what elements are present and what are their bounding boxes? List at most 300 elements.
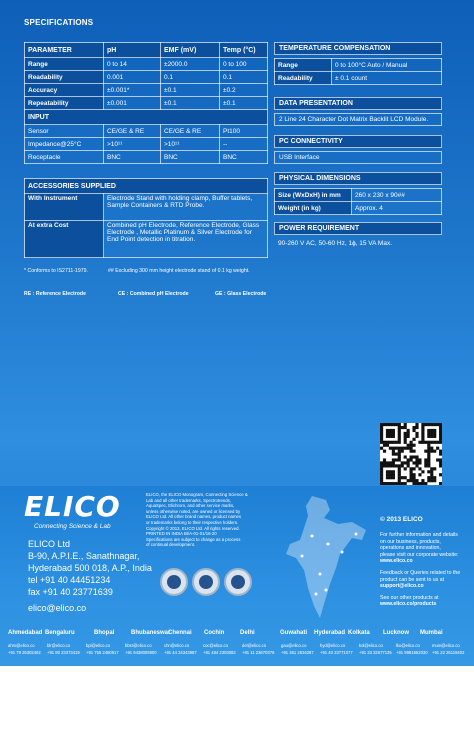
qr-module bbox=[386, 476, 389, 479]
city-name: Guwahati bbox=[280, 630, 308, 636]
legal-line: Lab and all other trademarks, Spectrotrends, bbox=[146, 497, 232, 503]
qr-module bbox=[401, 450, 404, 453]
temperature-compensation-table bbox=[274, 58, 442, 85]
table-row bbox=[275, 59, 442, 72]
qr-module bbox=[398, 467, 401, 470]
table-row bbox=[25, 221, 268, 258]
qr-module bbox=[430, 467, 433, 470]
legal-line: ELICO, the ELICO Monogram, Connecting Science & bbox=[146, 492, 248, 497]
qr-module bbox=[430, 441, 433, 444]
table-row bbox=[25, 138, 268, 151]
qr-module bbox=[386, 482, 389, 485]
qr-module bbox=[427, 464, 430, 467]
city-marker bbox=[341, 551, 344, 554]
qr-module bbox=[433, 441, 436, 444]
qr-module bbox=[392, 423, 395, 426]
qr-module bbox=[412, 450, 415, 453]
qr-module bbox=[398, 432, 401, 435]
cell: Combined pH Electrode, Reference Electrode, Glass Electrode , Metallic Platinum & Silver Electrode for End Point detection in titration. bbox=[104, 221, 268, 258]
qr-module bbox=[380, 470, 383, 473]
qr-module bbox=[407, 458, 410, 461]
qr-module bbox=[398, 476, 401, 479]
parameter-table bbox=[24, 42, 268, 164]
table-row bbox=[275, 189, 442, 202]
row-label: Weight (in kg) bbox=[275, 202, 352, 215]
qr-module bbox=[421, 432, 424, 435]
qr-module bbox=[389, 432, 392, 435]
qr-module bbox=[427, 447, 430, 450]
qr-module bbox=[427, 441, 430, 444]
qr-module bbox=[404, 476, 407, 479]
india-map-graphic bbox=[282, 494, 368, 622]
note-conforms: * Conforms to IS2711-1979. bbox=[24, 268, 88, 274]
products-link[interactable]: www.elico.co/products bbox=[380, 601, 437, 608]
cell: BNC bbox=[161, 151, 220, 164]
qr-module bbox=[392, 473, 395, 476]
qr-module bbox=[398, 453, 401, 456]
qr-module bbox=[401, 447, 404, 450]
city-name: Lucknow bbox=[383, 630, 410, 636]
qr-module bbox=[439, 426, 442, 429]
qr-module bbox=[412, 438, 415, 441]
city-phone: +91 79 26302402 bbox=[8, 650, 41, 655]
qr-module bbox=[433, 479, 436, 482]
legal-line: AquaSpec, Elichrom, and other service marks, bbox=[146, 503, 235, 509]
qr-module bbox=[389, 482, 392, 485]
qr-module bbox=[415, 432, 418, 435]
cell: BNC bbox=[220, 151, 268, 164]
qr-module bbox=[433, 435, 436, 438]
qr-module bbox=[430, 476, 433, 479]
copyright: © 2013 ELICO bbox=[380, 516, 423, 523]
qr-module bbox=[386, 470, 389, 473]
qr-module bbox=[392, 476, 395, 479]
qr-module bbox=[389, 429, 392, 432]
table-row bbox=[275, 202, 442, 215]
data-presentation-text: 2 Line 24 Character Dot Matrix Backlit LCD Module. bbox=[274, 113, 442, 126]
qr-module bbox=[386, 429, 389, 432]
qr-module bbox=[418, 441, 421, 444]
cell: ±0.1 bbox=[161, 97, 220, 110]
city-email: gau@elico.co bbox=[281, 643, 307, 648]
qr-module bbox=[404, 432, 407, 435]
qr-module bbox=[415, 461, 418, 464]
qr-module bbox=[395, 482, 398, 485]
legal-line: Copyright © 2013, ELICO Ltd. All rights reserved. bbox=[146, 525, 240, 531]
qr-module bbox=[407, 435, 410, 438]
website-info bbox=[380, 532, 470, 608]
qr-module bbox=[395, 464, 398, 467]
qr-module bbox=[404, 438, 407, 441]
qr-module bbox=[415, 435, 418, 438]
qr-module bbox=[410, 467, 413, 470]
row-label: Readability bbox=[25, 71, 104, 84]
accessories-header-row bbox=[25, 179, 268, 194]
qr-module bbox=[380, 435, 383, 438]
city-name: Bhopal bbox=[94, 630, 115, 636]
qr-module bbox=[427, 435, 430, 438]
row-label: Sensor bbox=[25, 125, 104, 138]
qr-module bbox=[424, 461, 427, 464]
qr-module bbox=[401, 464, 404, 467]
city-name: Chennai bbox=[168, 630, 192, 636]
qr-module bbox=[407, 447, 410, 450]
qr-module bbox=[418, 473, 421, 476]
info-line: operations and innovation, bbox=[380, 545, 441, 552]
qr-module bbox=[380, 464, 383, 467]
qr-module bbox=[398, 441, 401, 444]
qr-module bbox=[412, 429, 415, 432]
qr-module bbox=[418, 467, 421, 470]
qr-module bbox=[421, 429, 424, 432]
city-marker bbox=[327, 543, 330, 546]
cell: >10¹¹ bbox=[104, 138, 161, 151]
qr-module bbox=[380, 432, 383, 435]
qr-module bbox=[418, 461, 421, 464]
qr-module bbox=[410, 441, 413, 444]
qr-module bbox=[439, 461, 442, 464]
row-label: At extra Cost bbox=[25, 221, 104, 258]
certification-badge bbox=[160, 568, 188, 596]
qr-module bbox=[433, 450, 436, 453]
table-row bbox=[25, 194, 268, 221]
qr-module bbox=[427, 453, 430, 456]
cell: ±0.1 bbox=[161, 84, 220, 97]
cell: 0 to 14 bbox=[104, 58, 161, 71]
telephone: tel +91 40 44451234 bbox=[28, 575, 111, 585]
qr-module bbox=[383, 444, 386, 447]
qr-module bbox=[401, 476, 404, 479]
qr-module bbox=[410, 479, 413, 482]
qr-module bbox=[415, 464, 418, 467]
qr-module bbox=[395, 441, 398, 444]
qr-module bbox=[427, 444, 430, 447]
qr-module bbox=[421, 426, 424, 429]
parameter-header-row bbox=[25, 43, 268, 58]
header-emf: EMF (mV) bbox=[161, 43, 220, 58]
qr-module bbox=[395, 423, 398, 426]
elico-logo: ELICO bbox=[24, 490, 121, 523]
abbrev-ce: CE : Combined pH Electrode bbox=[118, 291, 189, 297]
qr-module bbox=[380, 423, 383, 426]
cell: 0 to 100°C Auto / Manual bbox=[332, 59, 442, 72]
qr-module bbox=[439, 435, 442, 438]
qr-module bbox=[389, 476, 392, 479]
city-name: Mumbai bbox=[420, 630, 443, 636]
table-row bbox=[25, 125, 268, 138]
qr-module bbox=[421, 441, 424, 444]
city-marker bbox=[301, 555, 304, 558]
input-section-row bbox=[25, 110, 268, 125]
website-link[interactable]: www.elico.co bbox=[380, 558, 413, 565]
row-label: Accuracy bbox=[25, 84, 104, 97]
city-phone: +91 9981652030 bbox=[396, 650, 428, 655]
row-label: Readability bbox=[275, 72, 332, 85]
qr-module bbox=[439, 473, 442, 476]
qr-module bbox=[415, 458, 418, 461]
qr-module bbox=[415, 482, 418, 485]
pc-connectivity-text: USB Interface bbox=[274, 151, 442, 164]
address-line-2: Hyderabad 500 018, A.P., India bbox=[28, 563, 152, 573]
row-label: Receptacle bbox=[25, 151, 104, 164]
qr-module bbox=[430, 432, 433, 435]
qr-module bbox=[386, 432, 389, 435]
qr-module bbox=[392, 482, 395, 485]
india-map-outline bbox=[286, 496, 366, 618]
qr-module bbox=[389, 473, 392, 476]
qr-module bbox=[427, 476, 430, 479]
row-label: Range bbox=[275, 59, 332, 72]
qr-module bbox=[380, 476, 383, 479]
qr-module bbox=[380, 479, 383, 482]
qr-module bbox=[386, 441, 389, 444]
qr-module bbox=[389, 447, 392, 450]
support-email-link[interactable]: support@elico.co bbox=[380, 583, 424, 590]
city-phone: +91 44 24343987 bbox=[164, 650, 197, 655]
city-name: Delhi bbox=[240, 630, 255, 636]
qr-module bbox=[439, 464, 442, 467]
qr-module bbox=[410, 470, 413, 473]
city-email: ahm@elico.co bbox=[8, 643, 35, 648]
qr-module bbox=[398, 458, 401, 461]
company-email[interactable]: elico@elico.co bbox=[28, 603, 87, 613]
qr-module bbox=[427, 458, 430, 461]
city-email: mum@elico.co bbox=[432, 643, 460, 648]
qr-module bbox=[412, 461, 415, 464]
company-name: ELICO Ltd bbox=[28, 539, 71, 549]
accessories-table bbox=[24, 178, 268, 258]
city-phone: +91 33 32577135 bbox=[359, 650, 392, 655]
city-name: Ahmedabad bbox=[8, 630, 43, 636]
address-line-1: B-90, A.P.I.E., Sanathnagar, bbox=[28, 551, 140, 561]
qr-module bbox=[386, 435, 389, 438]
qr-module bbox=[407, 479, 410, 482]
cell: Approx. 4 bbox=[352, 202, 442, 215]
qr-module bbox=[410, 450, 413, 453]
table-row bbox=[275, 72, 442, 85]
qr-module bbox=[439, 450, 442, 453]
city-phone: +91 80 23373419 bbox=[47, 650, 80, 655]
qr-module bbox=[398, 429, 401, 432]
cell: CE/GE & RE bbox=[104, 125, 161, 138]
qr-module bbox=[412, 467, 415, 470]
qr-module bbox=[389, 441, 392, 444]
qr-module bbox=[427, 461, 430, 464]
qr-module bbox=[392, 464, 395, 467]
qr-module bbox=[401, 426, 404, 429]
qr-module bbox=[427, 432, 430, 435]
info-line: Feedback or Queries related to the bbox=[380, 569, 461, 576]
info-line: product can be sent to us at bbox=[380, 576, 445, 583]
qr-module bbox=[401, 482, 404, 485]
qr-module bbox=[401, 461, 404, 464]
power-requirement-text: 90-260 V AC, 50-60 Hz, 1ɸ, 15 VA Max. bbox=[278, 240, 393, 247]
city-email: lko@elico.co bbox=[396, 643, 420, 648]
city-email: hyd@elico.co bbox=[320, 643, 346, 648]
qr-module bbox=[424, 423, 427, 426]
legal-line: Specifications are subject to change as a process bbox=[146, 536, 241, 542]
qr-module bbox=[421, 470, 424, 473]
qr-module bbox=[424, 482, 427, 485]
qr-module bbox=[410, 458, 413, 461]
row-label: Impedance@25°C bbox=[25, 138, 104, 151]
qr-module bbox=[404, 482, 407, 485]
qr-module bbox=[383, 461, 386, 464]
qr-module bbox=[398, 482, 401, 485]
city-email: bbsr@elico.co bbox=[125, 643, 152, 648]
data-presentation-title: DATA PRESENTATION bbox=[274, 97, 442, 110]
qr-code[interactable] bbox=[380, 423, 442, 485]
qr-module bbox=[430, 470, 433, 473]
qr-module bbox=[433, 467, 436, 470]
qr-module bbox=[427, 423, 430, 426]
table-row bbox=[25, 71, 268, 84]
cell: 0 to 100 bbox=[220, 58, 268, 71]
legal-line: of continual development. bbox=[146, 542, 195, 548]
city-name: Bhubaneswar bbox=[131, 630, 171, 636]
cell: ±0.2 bbox=[220, 84, 268, 97]
qr-module bbox=[436, 447, 439, 450]
qr-module bbox=[427, 479, 430, 482]
qr-module bbox=[389, 435, 392, 438]
company-address bbox=[28, 538, 152, 598]
qr-module bbox=[380, 429, 383, 432]
qr-module bbox=[421, 423, 424, 426]
qr-module bbox=[407, 464, 410, 467]
table-row bbox=[25, 151, 268, 164]
qr-module bbox=[398, 450, 401, 453]
legal-line: ELICO Ltd. All other brand names, product names bbox=[146, 514, 242, 520]
power-requirement-title: POWER REQUIREMENT bbox=[274, 222, 442, 235]
header-temp: Temp (°C) bbox=[220, 43, 268, 58]
fax: fax +91 40 23771639 bbox=[28, 587, 113, 597]
qr-module bbox=[389, 461, 392, 464]
qr-module bbox=[380, 447, 383, 450]
physical-dimensions-table bbox=[274, 188, 442, 215]
qr-module bbox=[418, 482, 421, 485]
qr-module bbox=[407, 461, 410, 464]
abbrev-ge: GE : Glass Electrode bbox=[215, 291, 267, 297]
city-phone: +91 9438008900 bbox=[125, 650, 157, 655]
city-name: Hyderabad bbox=[314, 630, 346, 636]
input-title: INPUT bbox=[25, 110, 268, 125]
qr-module bbox=[436, 441, 439, 444]
info-line: on our business, products, bbox=[380, 538, 441, 545]
qr-module bbox=[389, 423, 392, 426]
certification-badge bbox=[224, 568, 252, 596]
city-email: del@elico.co bbox=[242, 643, 267, 648]
qr-module bbox=[410, 473, 413, 476]
qr-module bbox=[412, 426, 415, 429]
qr-module bbox=[404, 467, 407, 470]
qr-module bbox=[398, 473, 401, 476]
cell: 260 x 230 x 90## bbox=[352, 189, 442, 202]
city-name: Kolkata bbox=[348, 630, 370, 636]
qr-module bbox=[407, 429, 410, 432]
city-name: Cochin bbox=[204, 630, 225, 636]
qr-module bbox=[410, 476, 413, 479]
qr-module bbox=[410, 447, 413, 450]
qr-module bbox=[398, 435, 401, 438]
qr-module bbox=[404, 447, 407, 450]
cell: ±2000.0 bbox=[161, 58, 220, 71]
qr-module bbox=[427, 450, 430, 453]
qr-module bbox=[433, 432, 436, 435]
qr-module bbox=[398, 470, 401, 473]
legal-text bbox=[146, 492, 266, 548]
table-row bbox=[25, 84, 268, 97]
qr-code-graphic bbox=[380, 423, 442, 485]
note-excluding: ## Excluding 300 mm height electrode stand of 0.1 kg weight. bbox=[108, 268, 250, 274]
qr-module bbox=[398, 423, 401, 426]
qr-module bbox=[407, 432, 410, 435]
qr-module bbox=[436, 423, 439, 426]
qr-module bbox=[439, 438, 442, 441]
qr-module bbox=[386, 464, 389, 467]
qr-module bbox=[412, 473, 415, 476]
qr-module bbox=[430, 473, 433, 476]
city-email: kol@elico.co bbox=[359, 643, 383, 648]
tagline: Connecting Science & Lab bbox=[34, 523, 111, 530]
row-label: With Instrument bbox=[25, 194, 104, 221]
cell: ±0.1 bbox=[220, 97, 268, 110]
qr-module bbox=[398, 438, 401, 441]
qr-module bbox=[383, 482, 386, 485]
qr-module bbox=[439, 432, 442, 435]
city-phone: +91 11 23670376 bbox=[242, 650, 275, 655]
qr-module bbox=[398, 426, 401, 429]
qr-module bbox=[424, 464, 427, 467]
city-marker bbox=[355, 533, 358, 536]
qr-module bbox=[392, 429, 395, 432]
qr-module bbox=[398, 464, 401, 467]
cell: 0.1 bbox=[161, 71, 220, 84]
qr-module bbox=[412, 479, 415, 482]
qr-module bbox=[439, 453, 442, 456]
qr-module bbox=[412, 482, 415, 485]
qr-module bbox=[404, 423, 407, 426]
qr-module bbox=[439, 429, 442, 432]
cell: >10¹¹ bbox=[161, 138, 220, 151]
qr-module bbox=[424, 441, 427, 444]
qr-module bbox=[410, 455, 413, 458]
qr-module bbox=[439, 482, 442, 485]
bottom-white-margin bbox=[0, 666, 474, 730]
cell: ±0.001 bbox=[104, 97, 161, 110]
qr-module bbox=[380, 426, 383, 429]
accessories-title: ACCESSORIES SUPPLIED bbox=[25, 179, 268, 194]
page-heading: SPECIFICATIONS bbox=[24, 18, 94, 27]
qr-module bbox=[410, 444, 413, 447]
qr-module bbox=[383, 423, 386, 426]
qr-module bbox=[395, 453, 398, 456]
city-name: Bengaluru bbox=[45, 630, 75, 636]
qr-module bbox=[415, 479, 418, 482]
city-phone: +91 22 26119402 bbox=[432, 650, 465, 655]
qr-module bbox=[433, 476, 436, 479]
qr-module bbox=[392, 432, 395, 435]
qr-module bbox=[383, 464, 386, 467]
cell: ±0.001* bbox=[104, 84, 161, 97]
table-row bbox=[25, 58, 268, 71]
qr-module bbox=[380, 467, 383, 470]
qr-module bbox=[430, 450, 433, 453]
city-phone: +91 755 2460917 bbox=[86, 650, 119, 655]
qr-module bbox=[392, 453, 395, 456]
qr-module bbox=[380, 482, 383, 485]
cell: Pt100 bbox=[220, 125, 268, 138]
qr-module bbox=[433, 423, 436, 426]
